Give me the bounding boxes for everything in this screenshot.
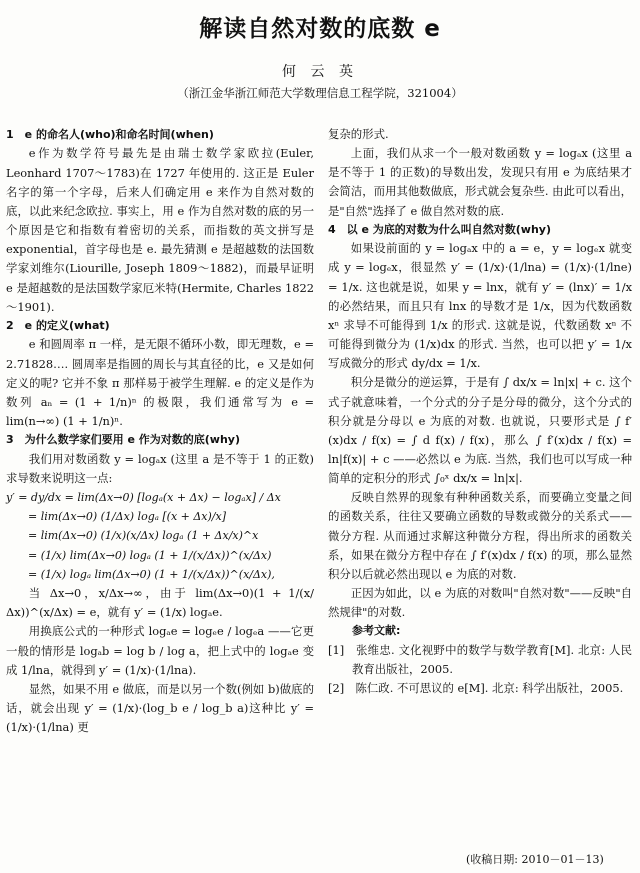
equation-line: y′ = dy/dx = lim(Δx→0) [logₐ(x + Δx) − logₐx] / Δx	[6, 490, 281, 504]
natural-law-paragraph: 反映自然界的现象有种种函数关系，而要确立变量之间的函数关系，往往又要确立函数的导数或微分的关系式——微分方程. 从而通过求解这种微分方程，得出所求的函数关系，如果在微分方程中存在 ∫ f′(x)dx / f(x) 的项，那么显然积分以后就必然出现以 e 为底的对数.	[328, 490, 632, 581]
section-3-heading: 3 为什么数学家们要用 e 作为对数的底(why)	[6, 433, 240, 447]
section-1-body: e作为数学符号最先是由瑞士数学家欧拉(Euler, Leonhard 1707～1783)在 1727 年使用的. 这正是 Euler 名字的第一个字母，后来人们确定用 e 来作为自然对数的底，以此来纪念欧拉. 事实上，用 e 作为自然对数的底的另一个原因是它和指数有着密切的关系，而指数的英文拼写是 exponential，首字母也是 e. 最先猜测 e 是超越数的法国数学家刘维尔(Liourille, Joseph 1809～1882)，而最早证明 e 是超越数的是法国数学家厄米特(Hermite, Charles 1822～1901).	[6, 146, 314, 314]
equation-line: = (1/x) logₐ lim(Δx→0) (1 + 1/(x/Δx))^(x/Δx),	[28, 567, 275, 581]
continuation-text: 复杂的形式.	[328, 127, 389, 141]
right-column	[328, 125, 632, 698]
section-2-body: e 和圆周率 π 一样，是无限不循环小数，即无理数，e = 2.71828…. 圆周率是指圆的周长与其直径的比，e 又是如何定义的呢? 它并不象 π 那样易于被学生理解. e 的定义是作为数列 aₙ = (1 + 1/n)ⁿ 的极限，我们通常写为 e = lim(n→∞) (1 + 1/n)ⁿ.	[6, 337, 314, 428]
references-heading: 参考文献:	[352, 624, 401, 638]
integral-paragraph: 积分是微分的逆运算，于是有 ∫ dx/x = ln|x| + c. 这个式子就意味着，一个分式的分子是分母的微分，这个分式的积分就是分母以 e 为底的对数. 也就说，只要形式是 ∫ f′(x)dx / f(x) = ∫ d f(x) / f(x)，那么 ∫ f′(x)dx / f(x) = ln|f(x)| + c ——必然以 e 为底. 当然，我们也可以写成一种简单的定积分的形式 ∫₀ˣ dx/x = ln|x|.	[328, 375, 632, 486]
equation-line: = lim(Δx→0) (1/Δx) logₐ [(x + Δx)/x]	[28, 510, 226, 524]
section-3-limit: 当 Δx→0，x/Δx→∞，由于 lim(Δx→0)(1 + 1/(x/Δx))^(x/Δx) = e，就有 y′ = (1/x) logₐe.	[6, 586, 314, 620]
summary-paragraph: 上面，我们从求一个一般对数函数 y = logₐx (这里 a 是不等于 1 的正数)的导数出发，发现只有用 e 为底结果才会简洁，而用其他数做底，形式就会复杂些. 由此可以看出，是"自然"选择了 e 做自然对数的底.	[328, 146, 632, 218]
received-date: (收稿日期: 2010－01－13)	[466, 853, 604, 866]
section-3-conclusion: 显然，如果不用 e 做底，而是以另一个数(例如 b)做底的话，就会出现 y′ = (1/x)·(log_b e / log_b a)这种比 y′ = (1/x)·(1/lna) 更	[6, 681, 314, 735]
derivation-block	[6, 488, 314, 584]
closing-paragraph: 正因为如此，以 e 为底的对数叫"自然对数"——反映"自然规律"的对数.	[328, 586, 632, 620]
section-4-heading: 4 以 e 为底的对数为什么叫自然对数(why)	[328, 222, 551, 236]
section-4-body: 如果设前面的 y = logₐx 中的 a = e，y = logₑx 就变成 y = logₑx，很显然 y′ = (1/x)·(1/lna) = (1/x)·(1/lne) = 1/x. 这也就是说，如果 y = lnx，就有 y′ = (lnx)′ = 1/x 的必然结果，而且只有 lnx 的导数才是 1/x，因为代数函数 xⁿ 求导不可能得到 1/x 的形式. 这就是说，代数函数 xⁿ 不可能得到微分为 (1/x)dx 的形式. 当然，也可以把 y′ = 1/x 写成微分的形式 dy/dx = 1/x.	[328, 241, 632, 371]
left-column	[6, 126, 314, 737]
section-3-change-of-base: 用换底公式的一种形式 logₐe = logₑe / logₑa ——它更一般的情形是 logₐb = log b / log a，把上式中的 logₐe 变成 1/lna，就得到 y′ = (1/x)·(1/lna).	[6, 624, 314, 677]
equation-line: = lim(Δx→0) (1/x)(x/Δx) logₐ (1 + Δx/x)^x	[28, 529, 259, 543]
affiliation: （浙江金华浙江师范大学数理信息工程学院，321004）	[177, 86, 463, 100]
section-3-body: 我们用对数函数 y = logₐx (这里 a 是不等于 1 的正数)求导数来说明这一点:	[6, 451, 314, 485]
author: 何 云 英	[282, 64, 358, 80]
equation-line: = (1/x) lim(Δx→0) logₐ (1 + 1/(x/Δx))^(x/Δx)	[28, 548, 272, 562]
section-1-heading: 1 e 的命名人(who)和命名时间(when)	[6, 128, 214, 141]
reference-item: [2] 陈仁政. 不可思议的 e[M]. 北京: 科学出版社，2005.	[328, 681, 624, 696]
reference-item: [1] 张维忠. 文化视野中的数学与数学教育[M]. 北京: 人民教育出版社，2005.	[328, 642, 632, 676]
section-2-heading: 2 e 的定义(what)	[6, 318, 110, 332]
page-title: 解读自然对数的底数 e	[199, 16, 441, 42]
